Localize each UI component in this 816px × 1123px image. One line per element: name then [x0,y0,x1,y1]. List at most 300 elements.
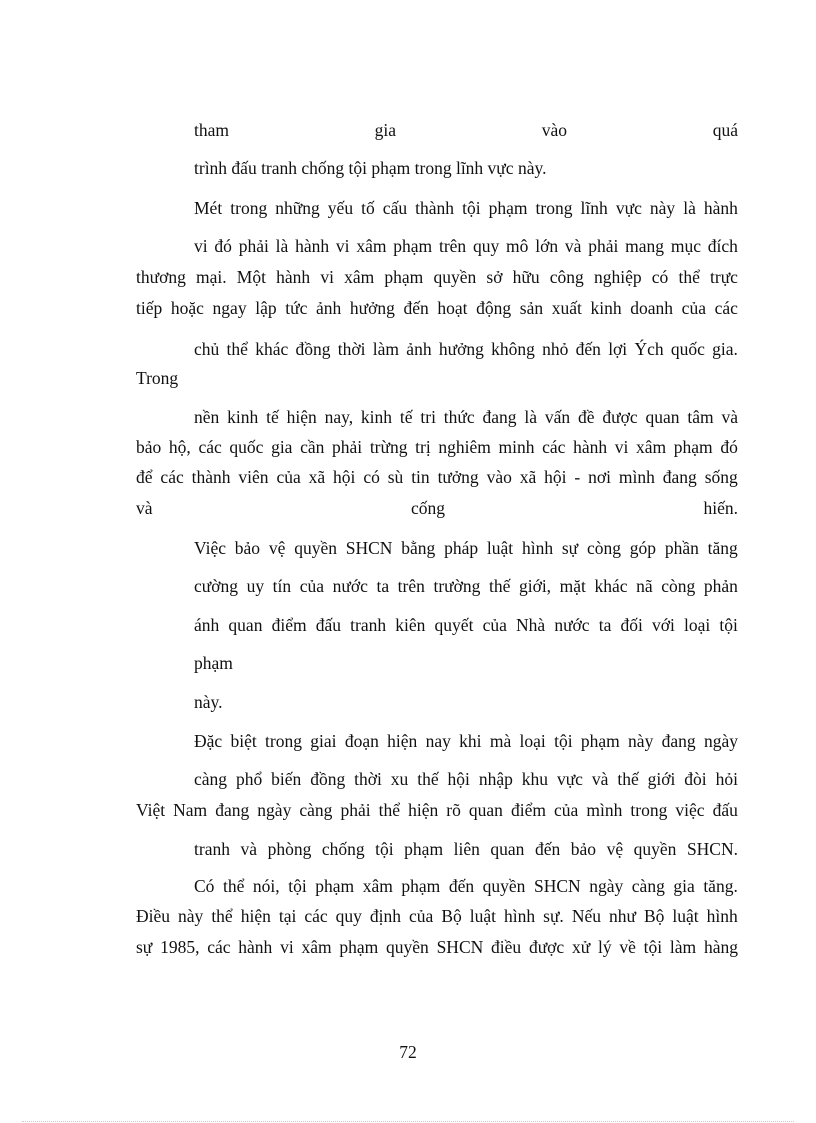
word: quốc [229,437,264,457]
word: các [198,437,222,457]
word: các [714,298,738,318]
text-line [136,297,738,319]
word: luật [469,906,497,926]
word: phản [703,576,738,596]
word: thế [488,576,511,596]
text-line [194,730,738,752]
word: phạm [488,198,528,218]
word: đoạn [344,731,379,751]
word: và [721,407,738,427]
word: hỏi [715,769,738,789]
word: cấu [382,198,408,218]
word: này [649,198,676,218]
word: đề [577,407,595,427]
word: quan [468,800,503,820]
word: loại [519,731,546,751]
word: càng [631,876,665,896]
word: xâm [301,937,332,957]
word: quyền [633,839,677,859]
word: - [574,467,581,487]
word: động [476,298,512,318]
word: trực [710,267,738,287]
word: còng [661,576,696,596]
word: mục [670,236,701,256]
text-line [136,497,738,519]
word: gia [673,876,695,896]
word: tội [462,198,481,218]
word: phải [238,236,269,256]
text-line [194,406,738,428]
word: đòi [684,769,707,789]
word: hội [333,467,356,487]
word: quá [712,120,738,140]
word: xâm [636,437,667,457]
word: là [683,198,696,218]
word: phần [664,538,699,558]
word: và [591,769,609,789]
word: kiên [395,615,426,635]
word: hiện [286,407,317,427]
word: nước [554,615,590,635]
word: đích [707,236,738,256]
word: làm [372,339,400,359]
word: hộ, [168,437,191,457]
word: vi [335,236,350,256]
word: Có [194,876,215,896]
word: tranh [350,615,387,635]
word: điều [491,937,522,957]
word: tăng. [703,876,738,896]
word: thành [415,198,455,218]
word: thời [337,339,366,359]
word: của [482,615,507,635]
word: vi [280,937,294,957]
word: tin [411,467,430,487]
word: thành [191,467,231,487]
word: đang [661,731,696,751]
word: tội [288,876,307,896]
word: mại. [196,267,227,287]
word: như [608,906,636,926]
word: phạm [393,236,433,256]
word: thế [417,769,439,789]
word: đồng [310,769,346,789]
word: và [564,236,582,256]
word: lớn [535,236,559,256]
word: 1985, [160,937,200,957]
text-line [194,875,738,897]
word: Một [236,267,266,287]
text-line [136,799,738,821]
word: pháp [444,538,479,558]
word: nơi [588,467,612,487]
word: sống [704,467,738,487]
word: kinh [360,407,393,427]
word: vi [614,437,629,457]
word: quy [472,236,500,256]
text-line [194,537,738,559]
text-line [194,338,738,360]
text-line: Trong [136,368,179,388]
word: có [651,267,669,287]
word: SHCN [533,876,581,896]
word: vấn [544,407,571,427]
word: Mét [194,198,223,218]
word: xâm [356,236,387,256]
text-line [194,838,738,860]
word: việc [675,800,705,820]
word: bảo [234,538,261,558]
word: là [275,236,289,256]
word: được [602,407,638,427]
word: đó [720,437,738,457]
word: bằng [401,538,436,558]
word: luật [486,538,514,558]
word: tăng [707,538,738,558]
word: tức [285,298,308,318]
word: này [178,906,204,926]
text-line [136,436,738,458]
word: thức [443,407,475,427]
word: hành [573,437,608,457]
text-line [194,614,738,636]
text-line: này. [194,692,223,712]
word: tội [643,937,663,957]
word: quyền [433,267,477,287]
word: quan [228,615,263,635]
word: đấu [315,615,342,635]
word: vệ [268,538,286,558]
word: phạm [384,267,424,287]
word: doanh [630,298,674,318]
word: các [304,906,328,926]
word: liên [453,839,480,859]
word: lập [255,298,277,318]
word: xuất [551,298,582,318]
word: gia. [712,339,738,359]
word: đến [534,839,561,859]
word: chống [321,839,365,859]
word: những [275,198,320,218]
word: lợi [608,339,628,359]
word: Việt [136,800,166,820]
word: thể [222,876,245,896]
word: hàng [703,937,738,957]
word: các [207,937,231,957]
word: mà [489,731,512,751]
word: trong [630,800,668,820]
word: viên [238,467,269,487]
word: cường [194,576,239,596]
word: nền [194,407,220,427]
word: loại [684,615,711,635]
word: SHCN [436,937,484,957]
word: đồng [295,339,331,359]
word: hưởng [349,298,395,318]
word: xã [308,467,326,487]
word: quan [490,839,525,859]
word: trường [433,576,481,596]
word: hành [238,937,273,957]
word: làm [669,937,697,957]
word: phạm [404,839,444,859]
word: hành [295,236,330,256]
word: hiện [387,731,418,751]
word: quyền [482,876,526,896]
word: Điều [136,906,171,926]
word: ta [376,576,390,596]
word: thể [678,267,700,287]
word: càng [194,769,228,789]
word: quyền [386,937,429,957]
word: trị [415,437,431,457]
word: tâm [687,407,714,427]
word: hành [703,198,738,218]
word: có [363,467,380,487]
word: SHCN [345,538,393,558]
word: các [160,467,184,487]
word: quốc [670,339,705,359]
word: trong [265,731,302,751]
word: giới [647,769,676,789]
word: nghiệp [593,267,642,287]
text-line [136,905,738,927]
word: trên [438,236,467,256]
word: luật [672,906,699,926]
word: quyết [434,615,474,635]
word: gia [374,120,397,140]
word: hội [544,467,567,487]
word: đấu [712,800,738,820]
word: kinh [590,298,622,318]
word: đó [214,236,232,256]
word: Nhà [516,615,546,635]
word: phải [340,800,371,820]
word: hành [276,267,311,287]
word: định [369,906,402,926]
word: biến [271,769,302,789]
word: ánh [194,615,220,635]
word: uy [246,576,265,596]
word: về [619,937,636,957]
word: phải [332,437,363,457]
word: tội [375,839,394,859]
word: hoặc [170,298,204,318]
word: nhỏ [542,339,569,359]
word: sự. [543,906,564,926]
word: hình [706,906,738,926]
word: sản [519,298,544,318]
word: không [491,339,535,359]
word: tế [399,407,413,427]
word: trong [230,198,268,218]
text-line: trình đấu tranh chống tội phạm trong lĩnh vực này. [194,158,547,178]
word: còng [586,538,621,558]
word: thể [226,339,248,359]
word: mặt [559,576,586,596]
word: biệt [230,731,257,751]
word: thể [211,906,233,926]
word: khu [521,769,549,789]
word: đang [482,407,517,427]
word: bảo [136,437,162,457]
word: sù [387,467,404,487]
word: chủ [194,339,220,359]
word: phạm [315,876,355,896]
word: quyền [294,538,337,558]
word: vực [556,769,583,789]
word: khác [594,576,628,596]
word: tại [278,906,297,926]
word: tội [554,731,573,751]
word: vào [486,467,512,487]
word: hữu [512,267,540,287]
word: nước [332,576,368,596]
word: mình [586,800,623,820]
word: tế [266,407,279,427]
word: phổ [235,769,263,789]
word: xu [390,769,409,789]
word: nay [425,731,451,751]
word: trừng [369,437,408,457]
word: cống [410,498,446,518]
word: yếu [327,198,354,218]
word: hình [521,538,554,558]
word: tố [361,198,375,218]
word: Ých [634,339,664,359]
word: này [628,731,654,751]
word: trên [397,576,425,596]
text-line [136,466,738,488]
text-line: phạm [194,653,233,673]
word: tiếp [136,298,163,318]
word: đang [215,800,250,820]
word: phải [588,236,619,256]
text-line [194,235,738,257]
word: lĩnh [580,198,608,218]
word: mô [506,236,529,256]
word: Bộ [441,906,462,926]
word: hưởng [438,339,484,359]
word: Bộ [643,906,665,926]
page-bottom-rule [22,1121,794,1122]
word: được [528,937,565,957]
word: minh [498,437,535,457]
word: nói, [252,876,280,896]
text-line [136,266,738,288]
word: ngay [212,298,247,318]
word: sự [136,937,153,957]
word: các [542,437,566,457]
word: hình [504,906,536,926]
text-line [194,119,738,141]
word: nã [636,576,653,596]
word: rõ [446,800,461,820]
word: của [681,298,706,318]
word: điểm [510,800,546,820]
word: hoạt [437,298,468,318]
word: mang [625,236,665,256]
word: quan [645,407,680,427]
word: của [276,467,301,487]
word: điểm [271,615,307,635]
text-line [136,936,738,958]
word: thể [378,800,401,820]
word: vực [615,198,642,218]
word: của [299,576,325,596]
word: ngày [703,731,738,751]
word: vệ [606,839,624,859]
word: ta [598,615,612,635]
word: phạm [339,937,379,957]
page-number: 72 [399,1042,417,1062]
text-line [194,768,738,790]
word: phạm [673,437,713,457]
word: mình [618,467,655,487]
word: phòng [267,839,312,859]
word: thời [354,769,382,789]
word: hiện [408,800,439,820]
word: trong [535,198,573,218]
word: xử [571,937,591,957]
word: xâm [362,876,393,896]
word: cần [300,437,325,457]
word: của [409,906,434,926]
word: Nếu [571,906,601,926]
word: xã [519,467,537,487]
word: đến [448,876,475,896]
word: tri [420,407,436,427]
word: giai [310,731,337,751]
word: công [549,267,584,287]
word: sở [486,267,503,287]
word: đang [662,467,697,487]
text-line [194,575,738,597]
word: đến [403,298,429,318]
word: nghiêm [438,437,491,457]
text-line [194,197,738,219]
word: khi [459,731,482,751]
word: quy [335,906,362,926]
word: SHCN. [686,839,738,859]
word: lý [597,937,612,957]
word: vào [541,120,568,140]
word: tưởng [437,467,479,487]
word: giới, [518,576,552,596]
word: vi [194,236,208,256]
word: bảo [570,839,597,859]
word: Việc [194,538,226,558]
word: vi [320,267,334,287]
word: sự [561,538,579,558]
word: phạm [580,731,620,751]
word: ngày [257,800,292,820]
word: tội [719,615,738,635]
word: kinh [227,407,259,427]
word: nay, [324,407,354,427]
word: tín [272,576,292,596]
word: thế [617,769,639,789]
word: là [524,407,538,427]
word: của [554,800,579,820]
word: tham [194,120,229,140]
word: Nam [173,800,208,820]
word: đến [575,339,601,359]
word: ảnh [406,339,432,359]
word: phạm [401,876,441,896]
word: thương [136,267,186,287]
word: để [136,467,153,487]
